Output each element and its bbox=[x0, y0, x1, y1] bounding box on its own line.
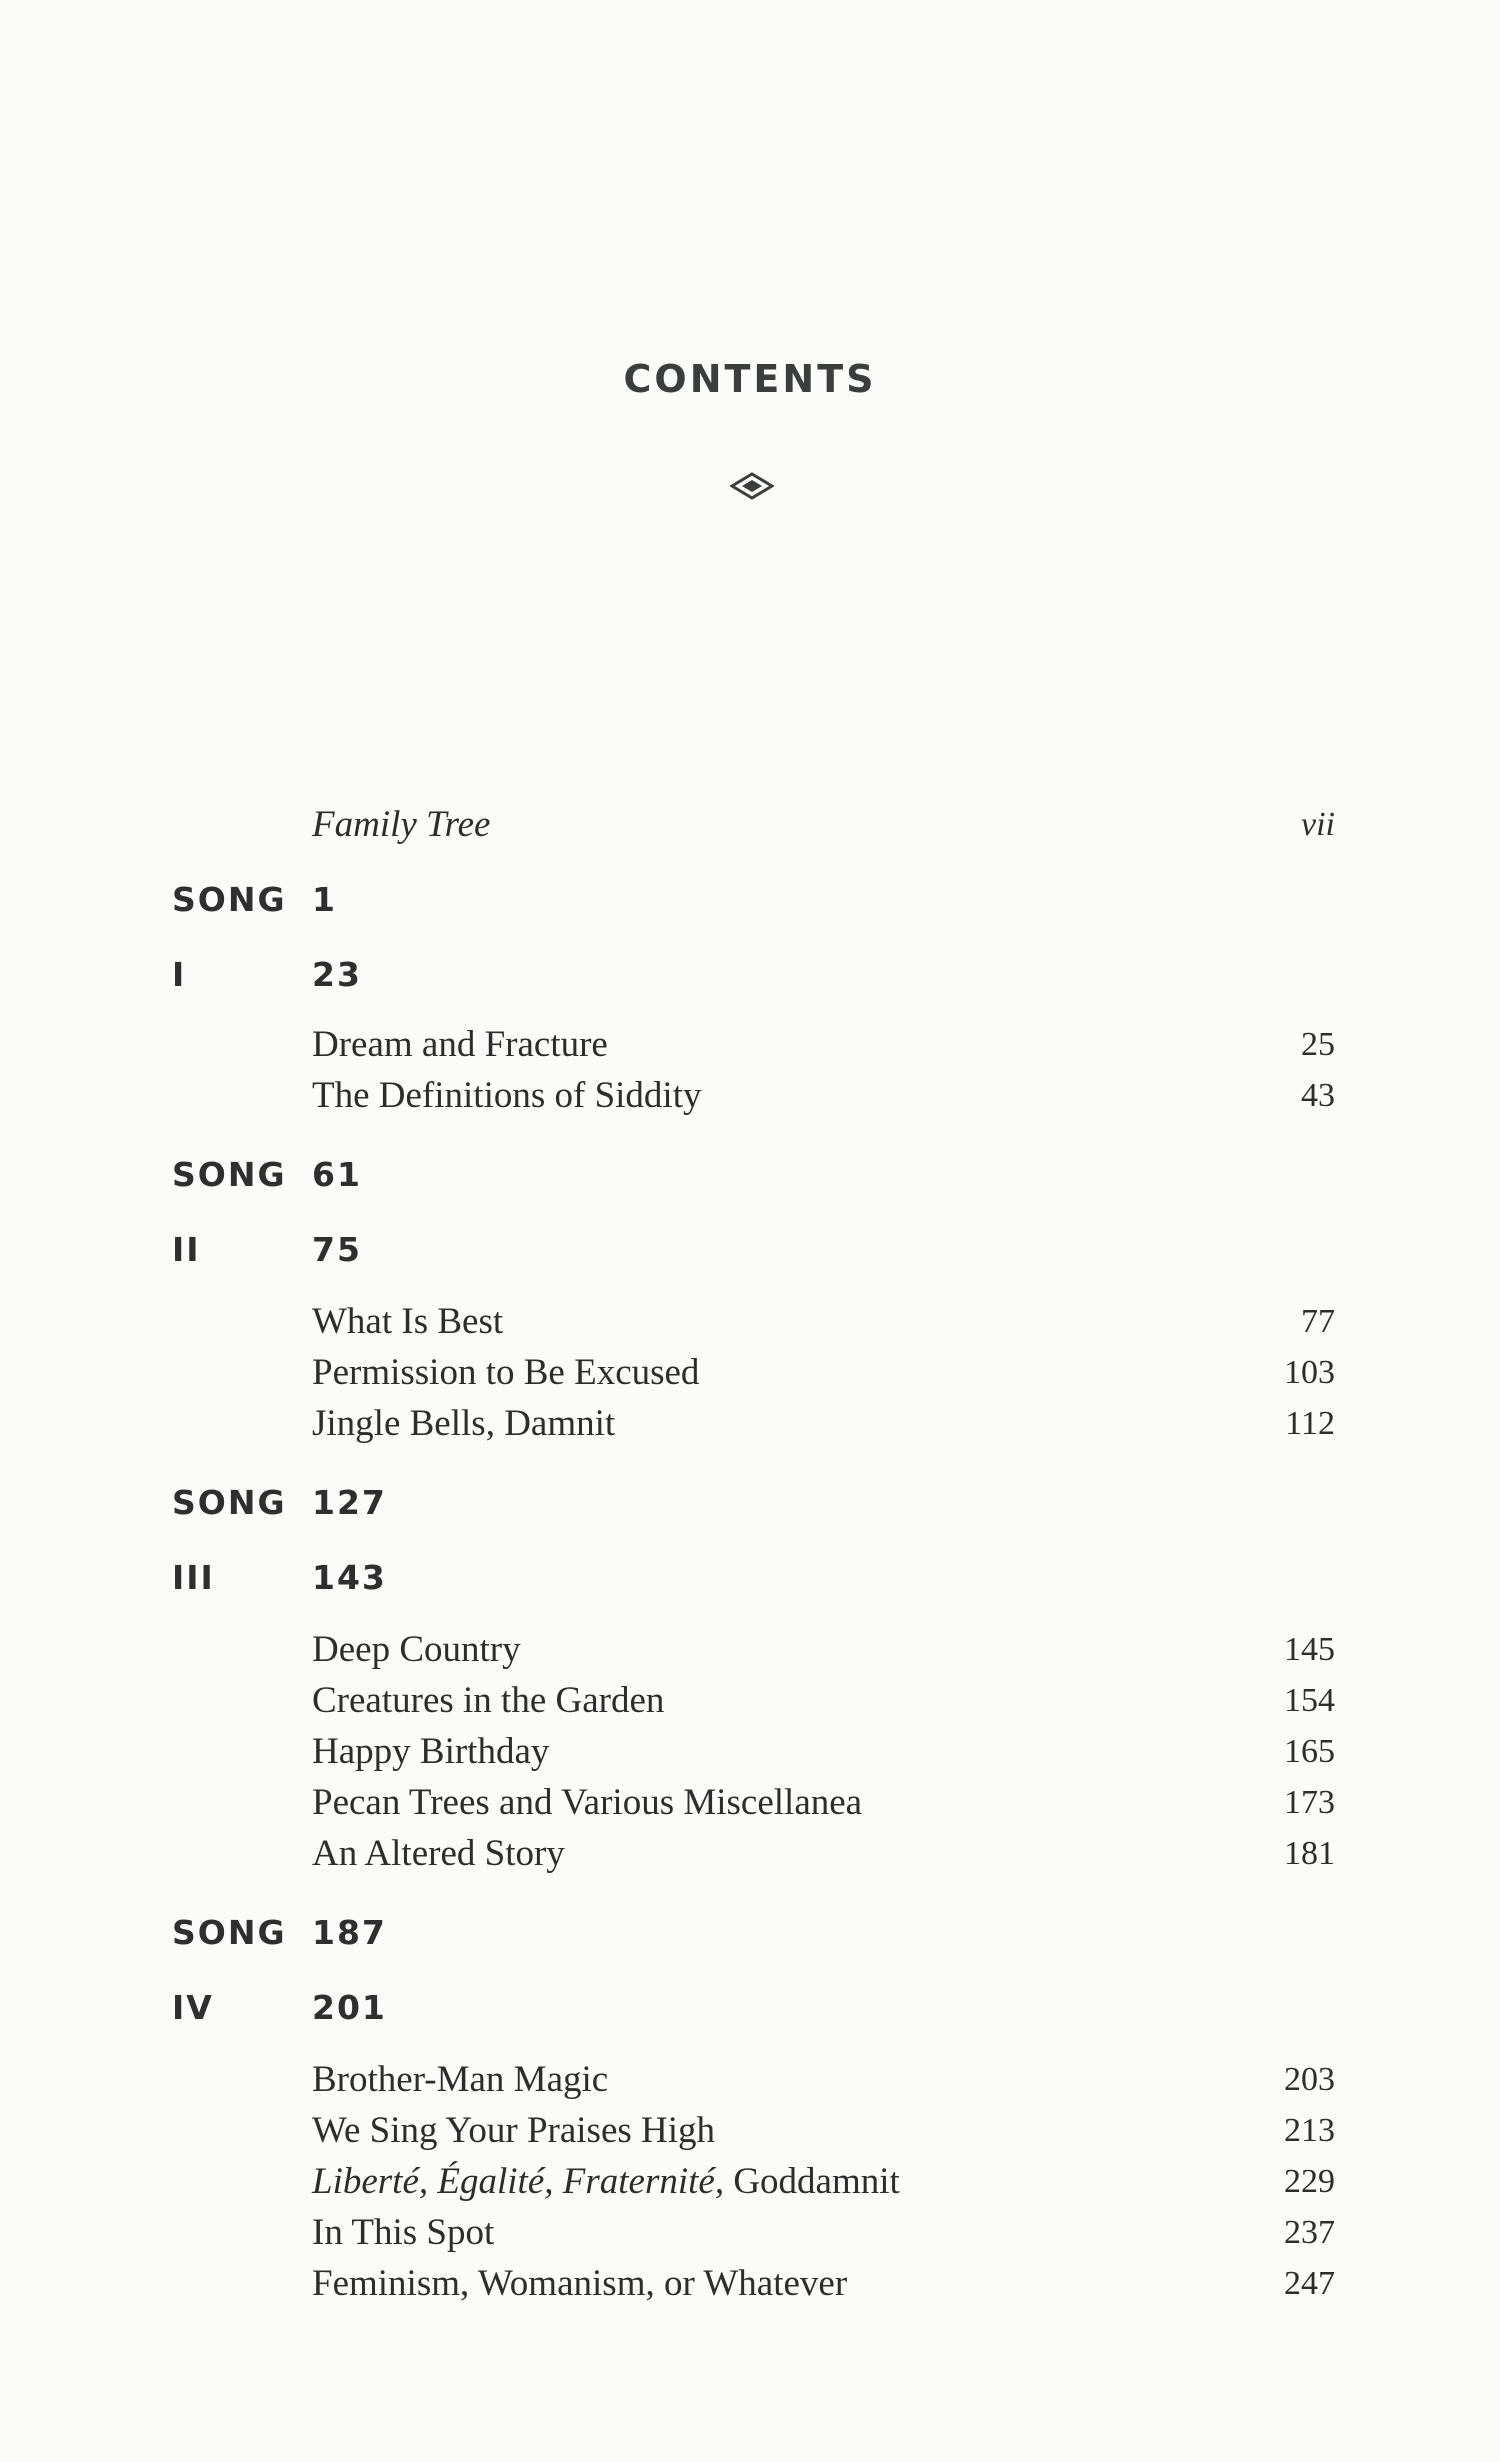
toc-entry-title: An Altered Story bbox=[312, 1833, 565, 1874]
song-label: SONG bbox=[172, 1155, 287, 1194]
toc-entry-title: Permission to Be Excused bbox=[312, 1352, 700, 1393]
toc-entry bbox=[0, 1020, 1500, 1070]
song-page: 1 bbox=[312, 880, 337, 919]
part-numeral: IV bbox=[172, 1988, 214, 2027]
toc-entry bbox=[0, 1625, 1500, 1675]
toc-entry-title: In This Spot bbox=[312, 2212, 495, 2253]
toc-entry-title: Brother-Man Magic bbox=[312, 2059, 609, 2100]
toc-entry-title: Deep Country bbox=[312, 1629, 521, 1670]
song-row bbox=[0, 1150, 1500, 1200]
page-title: CONTENTS bbox=[623, 357, 877, 401]
song-row bbox=[0, 1478, 1500, 1528]
toc-entry bbox=[0, 1829, 1500, 1879]
toc-entry-page: 43 bbox=[1301, 1077, 1335, 1114]
toc-entry-page: 229 bbox=[1284, 2163, 1335, 2200]
toc-entry-page: 145 bbox=[1284, 1631, 1335, 1668]
toc-entry bbox=[0, 1071, 1500, 1121]
song-label: SONG bbox=[172, 1913, 287, 1952]
toc-entry-title bbox=[312, 2157, 900, 2207]
toc-entry-title: Happy Birthday bbox=[312, 1731, 550, 1772]
toc-entry-page: 247 bbox=[1284, 2265, 1335, 2302]
toc-entry bbox=[0, 2157, 1500, 2207]
song-row bbox=[0, 1908, 1500, 1958]
toc-entry-page: 103 bbox=[1284, 1354, 1335, 1391]
part-numeral: I bbox=[172, 955, 187, 994]
toc-entry-page: 25 bbox=[1301, 1026, 1335, 1063]
toc-entry bbox=[0, 2055, 1500, 2105]
toc-entry-title: Feminism, Womanism, or Whatever bbox=[312, 2263, 848, 2304]
toc-entry-title: Family Tree bbox=[312, 804, 491, 845]
toc-entry-title: The Definitions of Siddity bbox=[312, 1075, 702, 1116]
toc-entry-title: Dream and Fracture bbox=[312, 1024, 608, 1065]
toc-entry-family-tree bbox=[0, 800, 1500, 850]
toc-entry-page: 181 bbox=[1284, 1835, 1335, 1872]
toc-entry-title: We Sing Your Praises High bbox=[312, 2110, 716, 2151]
toc-entry-page: vii bbox=[1301, 806, 1335, 843]
song-label: SONG bbox=[172, 880, 287, 919]
part-page: 201 bbox=[312, 1988, 387, 2027]
part-numeral: III bbox=[172, 1558, 215, 1597]
toc-entry bbox=[0, 1348, 1500, 1398]
toc-entry-page: 165 bbox=[1284, 1733, 1335, 1770]
toc-entry-title: Creatures in the Garden bbox=[312, 1680, 665, 1721]
toc-entry bbox=[0, 2106, 1500, 2156]
toc-entry bbox=[0, 2208, 1500, 2258]
toc-entry bbox=[0, 1727, 1500, 1777]
song-page: 61 bbox=[312, 1155, 362, 1194]
toc-entry-title: What Is Best bbox=[312, 1301, 504, 1342]
toc-entry bbox=[0, 2259, 1500, 2309]
part-page: 23 bbox=[312, 955, 362, 994]
part-page: 75 bbox=[312, 1230, 362, 1269]
song-page: 187 bbox=[312, 1913, 387, 1952]
toc-entry-page: 154 bbox=[1284, 1682, 1335, 1719]
diamond-ornament-icon bbox=[730, 472, 774, 500]
toc-entry bbox=[0, 1399, 1500, 1449]
part-numeral: II bbox=[172, 1230, 201, 1269]
toc-entry bbox=[0, 1676, 1500, 1726]
toc-entry-page: 77 bbox=[1301, 1303, 1335, 1340]
toc-entry bbox=[0, 1778, 1500, 1828]
toc-entry-page: 203 bbox=[1284, 2061, 1335, 2098]
toc-entry bbox=[0, 1297, 1500, 1347]
toc-entry-page: 112 bbox=[1285, 1405, 1335, 1442]
part-row bbox=[0, 1983, 1500, 2033]
toc-entry-page: 237 bbox=[1284, 2214, 1335, 2251]
part-row bbox=[0, 950, 1500, 1000]
toc-entry-page: 213 bbox=[1284, 2112, 1335, 2149]
song-page: 127 bbox=[312, 1483, 387, 1522]
song-row bbox=[0, 875, 1500, 925]
toc-entry-title-rest: Goddamnit bbox=[724, 2161, 900, 2202]
toc-entry-title-italic: Liberté, Égalité, Fraternité, bbox=[312, 2161, 725, 2202]
song-label: SONG bbox=[172, 1483, 287, 1522]
toc-entry-title: Jingle Bells, Damnit bbox=[312, 1403, 616, 1444]
toc-entry-page: 173 bbox=[1284, 1784, 1335, 1821]
toc-entry-title: Pecan Trees and Various Miscellanea bbox=[312, 1782, 863, 1823]
part-row bbox=[0, 1553, 1500, 1603]
part-page: 143 bbox=[312, 1558, 387, 1597]
part-row bbox=[0, 1225, 1500, 1275]
